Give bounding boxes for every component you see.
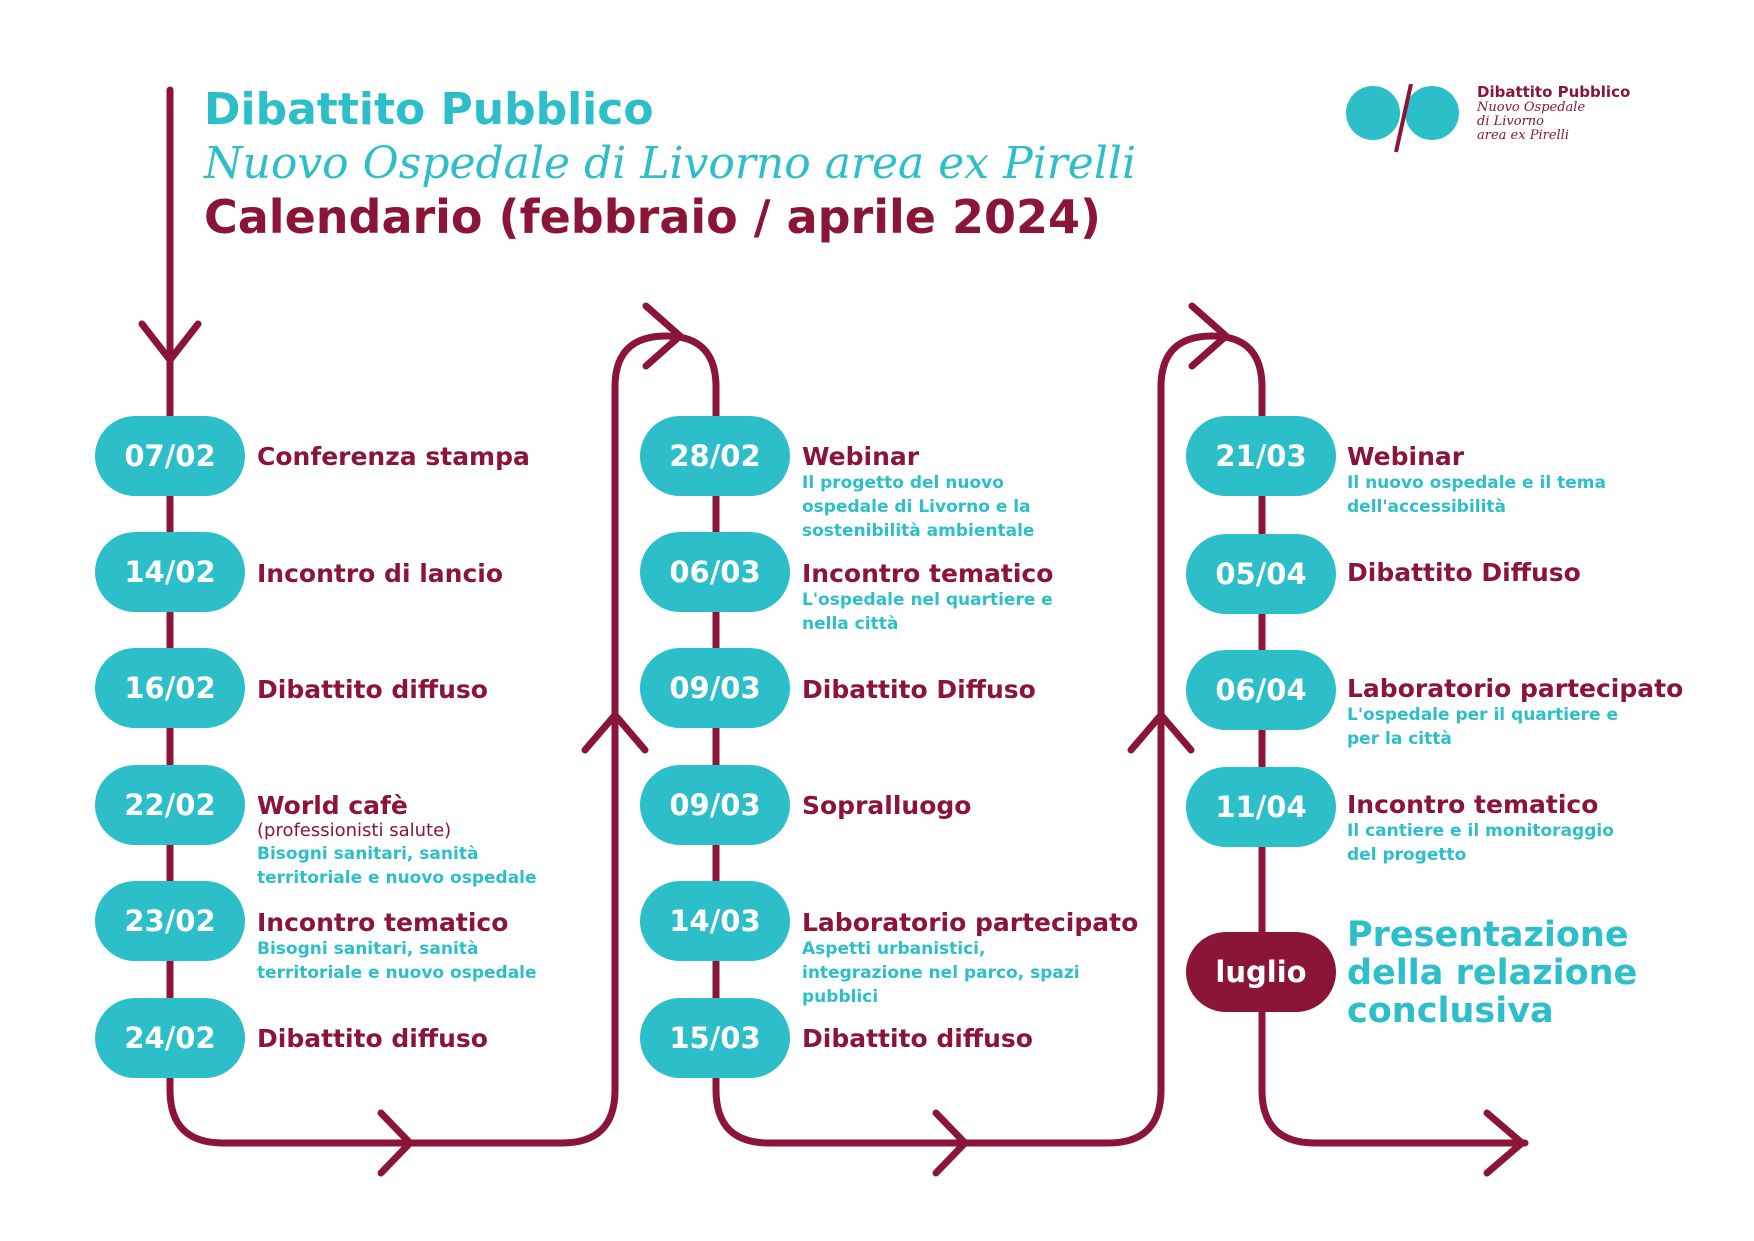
event-title: Incontro tematico (802, 559, 1054, 588)
date-pill: 11/04 (1186, 767, 1336, 847)
page-title: Dibattito Pubblico (204, 84, 654, 135)
event-description: pubblici (802, 987, 879, 1007)
event-title: Dibattito Diffuso (1347, 558, 1581, 587)
event-title: Dibattito diffuso (802, 1024, 1033, 1053)
date-pill: 07/02 (95, 416, 245, 496)
event-description: Il progetto del nuovo (802, 473, 1004, 493)
event-title: World cafè (257, 791, 408, 820)
date-pill: 14/02 (95, 532, 245, 612)
event-title: Dibattito diffuso (257, 1024, 488, 1053)
event-block (1347, 675, 1683, 751)
event-title: Webinar (802, 442, 920, 471)
event-description: L'ospedale per il quartiere e (1347, 705, 1618, 725)
event-title: Incontro tematico (257, 908, 509, 937)
event-description: ospedale di Livorno e la (802, 497, 1031, 517)
date-pill: 09/03 (640, 765, 790, 845)
event-block (802, 676, 1036, 704)
final-event-title: conclusiva (1347, 991, 1554, 1031)
event-description: Il cantiere e il monitoraggio (1347, 821, 1614, 841)
event-description: territoriale e nuovo ospedale (257, 868, 537, 888)
logo-text: Dibattito Pubblico Nuovo Ospedale di Livorno area ex Pirelli (1477, 83, 1631, 143)
page-subtitle: Nuovo Ospedale di Livorno area ex Pirelli (204, 138, 1137, 189)
date-pill: 06/03 (640, 532, 790, 612)
date-pill: 14/03 (640, 881, 790, 961)
event-block (802, 560, 1053, 636)
event-block (802, 909, 1138, 1009)
event-description: Bisogni sanitari, sanità (257, 939, 479, 959)
date-pill: 06/04 (1186, 650, 1336, 730)
event-title: Laboratorio partecipato (1347, 674, 1684, 703)
date-pill: 09/03 (640, 648, 790, 728)
event-block (257, 1025, 488, 1053)
event-description: dell'accessibilità (1347, 497, 1507, 517)
event-block (1347, 559, 1581, 587)
event-title: Webinar (1347, 442, 1465, 471)
event-title: Dibattito diffuso (257, 675, 488, 704)
event-block (802, 1025, 1033, 1053)
date-pill-final: luglio (1186, 932, 1336, 1012)
event-title: Laboratorio partecipato (802, 908, 1139, 937)
event-block (257, 909, 537, 985)
event-description: L'ospedale nel quartiere e (802, 590, 1053, 610)
date-pill: 23/02 (95, 881, 245, 961)
event-block (1347, 443, 1606, 519)
event-block (257, 792, 537, 890)
event-title: Incontro di lancio (257, 559, 504, 588)
final-event-block (1347, 916, 1637, 1030)
dibattito-pubblico-logo (1340, 84, 1465, 154)
event-title: Dibattito Diffuso (802, 675, 1036, 704)
final-event-title: della relazione (1347, 953, 1638, 993)
calendar-title: Calendario (febbraio / aprile 2024) (204, 190, 1102, 244)
event-block (257, 676, 488, 704)
event-title: Conferenza stampa (257, 442, 530, 471)
event-description: del progetto (1347, 845, 1467, 865)
event-description: nella città (802, 614, 899, 634)
event-description: territoriale e nuovo ospedale (257, 963, 537, 983)
event-block (257, 560, 503, 588)
event-title: Incontro tematico (1347, 790, 1599, 819)
event-block (802, 443, 1034, 543)
event-note: (professionisti salute) (257, 820, 452, 841)
event-title: Sopralluogo (802, 791, 972, 820)
event-description: Bisogni sanitari, sanità (257, 844, 479, 864)
event-description: integrazione nel parco, spazi (802, 963, 1080, 983)
date-pill: 28/02 (640, 416, 790, 496)
date-pill: 21/03 (1186, 416, 1336, 496)
date-pill: 15/03 (640, 998, 790, 1078)
event-block (257, 443, 530, 471)
final-event-title: Presentazione (1347, 915, 1629, 955)
event-block (802, 792, 971, 820)
event-description: Il nuovo ospedale e il tema (1347, 473, 1606, 493)
date-pill: 05/04 (1186, 534, 1336, 614)
event-description: per la città (1347, 729, 1452, 749)
event-description: sostenibilità ambientale (802, 521, 1035, 541)
date-pill: 22/02 (95, 765, 245, 845)
date-pill: 16/02 (95, 648, 245, 728)
date-pill: 24/02 (95, 998, 245, 1078)
event-block (1347, 791, 1614, 867)
event-description: Aspetti urbanistici, (802, 939, 986, 959)
